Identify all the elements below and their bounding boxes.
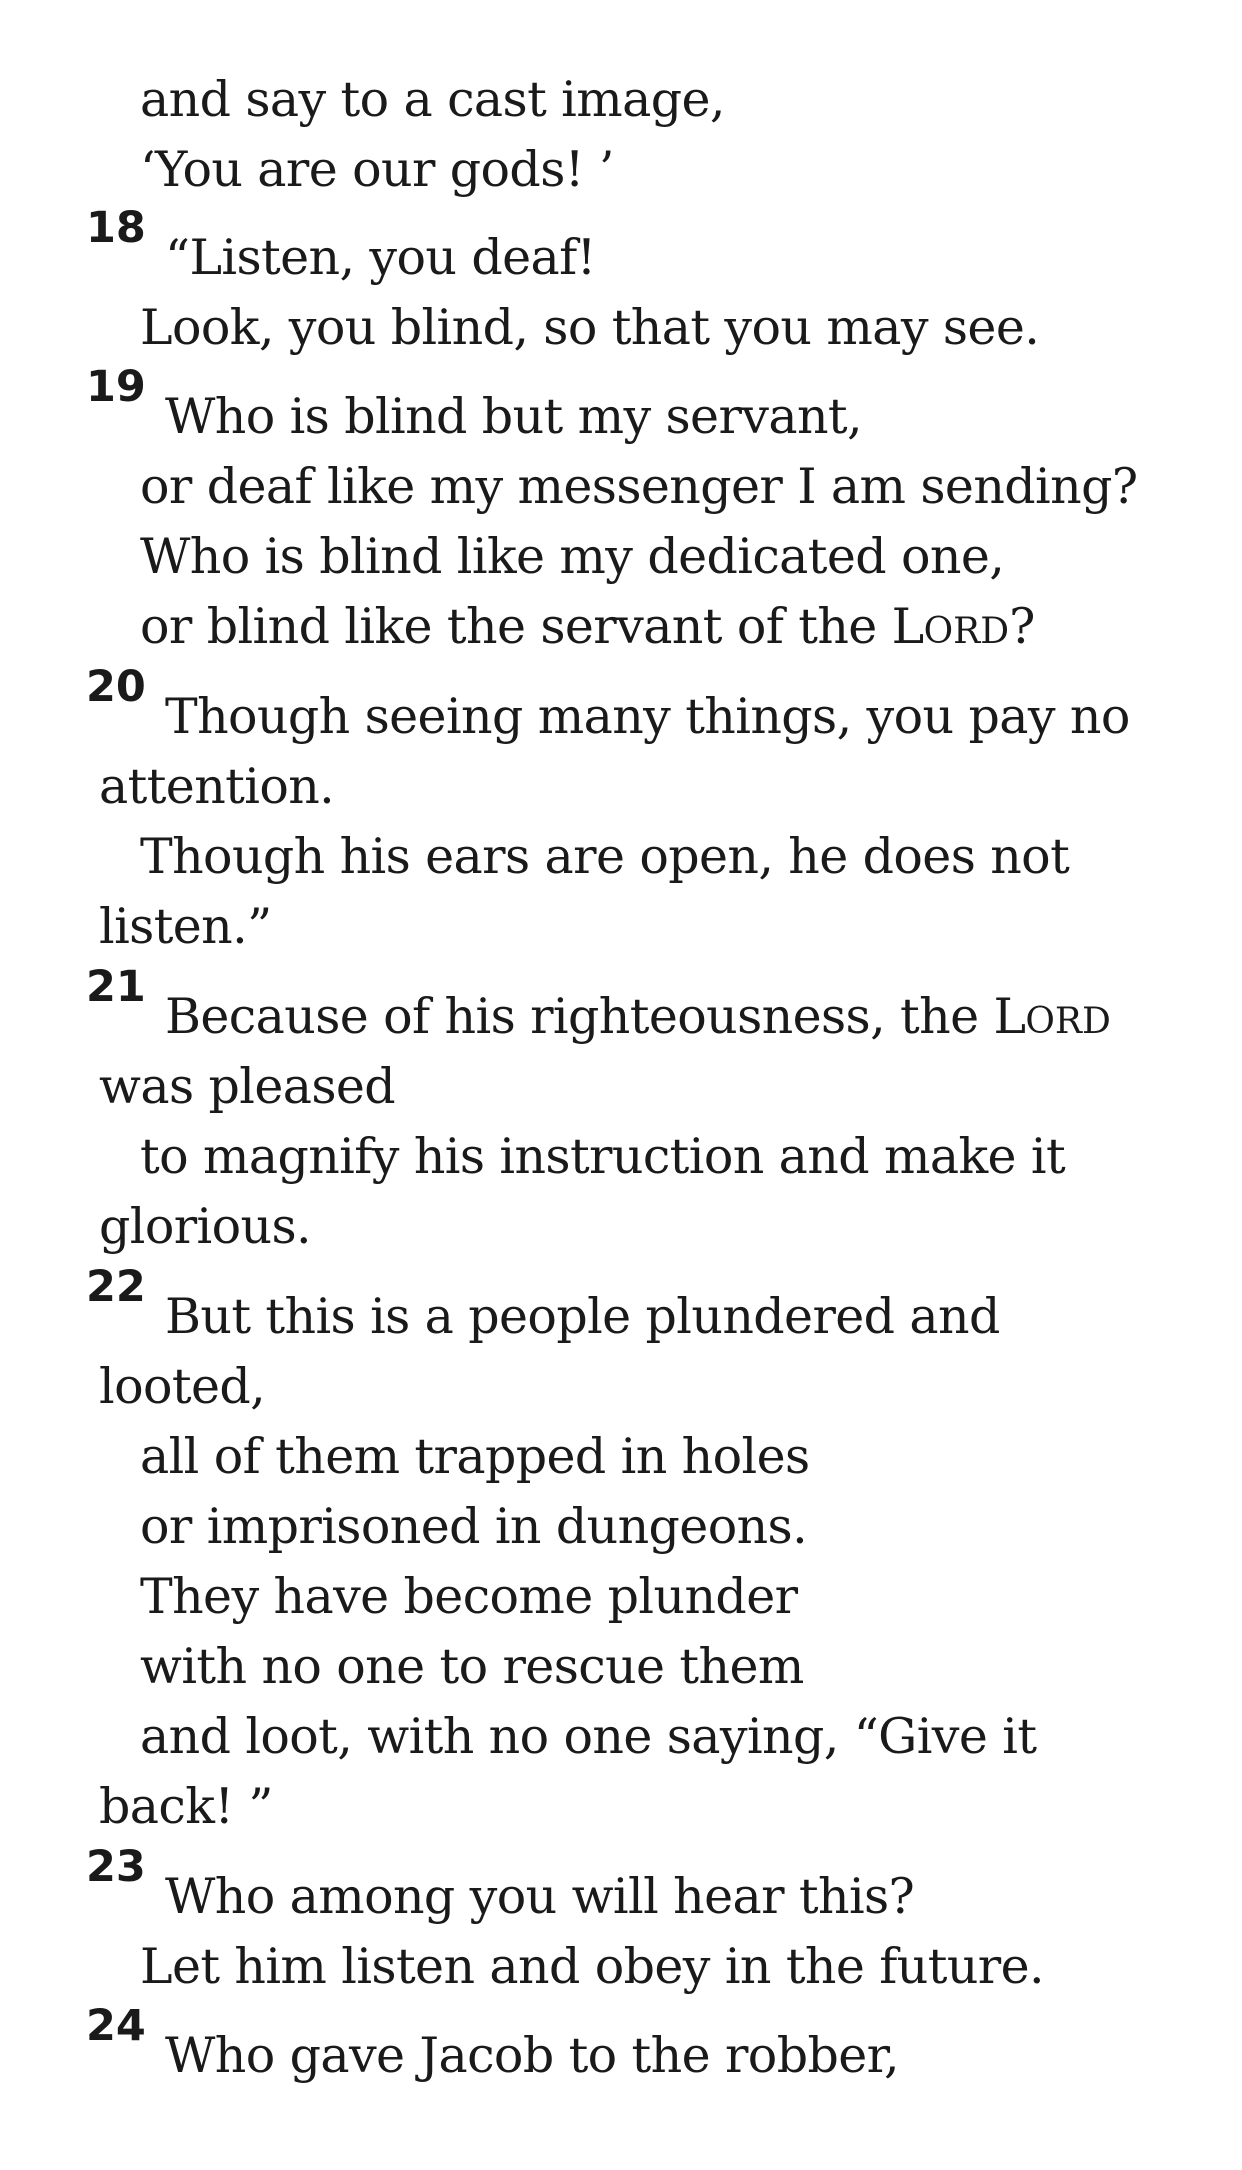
verse-line: or deaf like my messenger I am sending? <box>140 458 1138 515</box>
verse-line: Though his ears are open, he does not <box>140 828 1070 885</box>
verse-line: and loot, with no one saying, “Give it <box>140 1708 1037 1765</box>
verse-line: looted, <box>99 1358 266 1415</box>
verse-number-19: 19 <box>86 362 146 412</box>
divine-name-small-caps: ORD <box>1025 1001 1111 1042</box>
verse-line: Look, you blind, so that you may see. <box>140 299 1040 356</box>
verse-line: Who gave Jacob to the robber, <box>165 2027 900 2084</box>
verse-number-22: 22 <box>86 1262 146 1312</box>
verse-number-20: 20 <box>86 662 146 712</box>
verse-line: Though seeing many things, you pay no <box>165 688 1130 745</box>
verse-text: or blind like the servant of the <box>140 598 892 655</box>
verse-text-end: ? <box>1009 598 1035 655</box>
verse-number-18: 18 <box>86 203 146 253</box>
verse-line: was pleased <box>99 1058 396 1115</box>
verse-line: glorious. <box>99 1198 312 1255</box>
verse-line: They have become plunder <box>140 1568 798 1625</box>
verse-line: Who is blind like my dedicated one, <box>140 528 1005 585</box>
verse-line: or imprisoned in dungeons. <box>140 1498 808 1555</box>
verse-number-21: 21 <box>86 962 146 1012</box>
divine-name-initial: L <box>891 598 924 655</box>
verse-line: Who among you will hear this? <box>165 1868 915 1925</box>
verse-number-24: 24 <box>86 2001 146 2051</box>
divine-name-small-caps: ORD <box>923 611 1010 652</box>
verse-line: Who is blind but my servant, <box>165 388 863 445</box>
verse-line: back! ” <box>99 1778 273 1835</box>
verse-line: listen.” <box>99 898 272 955</box>
verse-line: “Listen, you deaf! <box>165 229 596 286</box>
verse-line: and say to a cast image, <box>140 71 725 128</box>
divine-name-lord <box>892 598 1009 655</box>
verse-line: attention. <box>99 758 335 815</box>
divine-name-initial: L <box>993 988 1026 1045</box>
verse-text: Because of his righteousness, the <box>165 988 994 1045</box>
verse-line: But this is a people plundered and <box>165 1288 1000 1345</box>
verse-line <box>165 987 1111 1052</box>
verse-line: with no one to rescue them <box>140 1638 804 1695</box>
verse-line: Let him listen and obey in the future. <box>140 1938 1044 1995</box>
verse-line: to magnify his instruction and make it <box>140 1128 1066 1185</box>
verse-line: ‘You are our gods! ’ <box>140 141 614 198</box>
verse-line <box>140 597 1035 662</box>
verse-number-23: 23 <box>86 1842 146 1892</box>
verse-line: all of them trapped in holes <box>140 1428 810 1485</box>
divine-name-lord <box>993 988 1110 1045</box>
